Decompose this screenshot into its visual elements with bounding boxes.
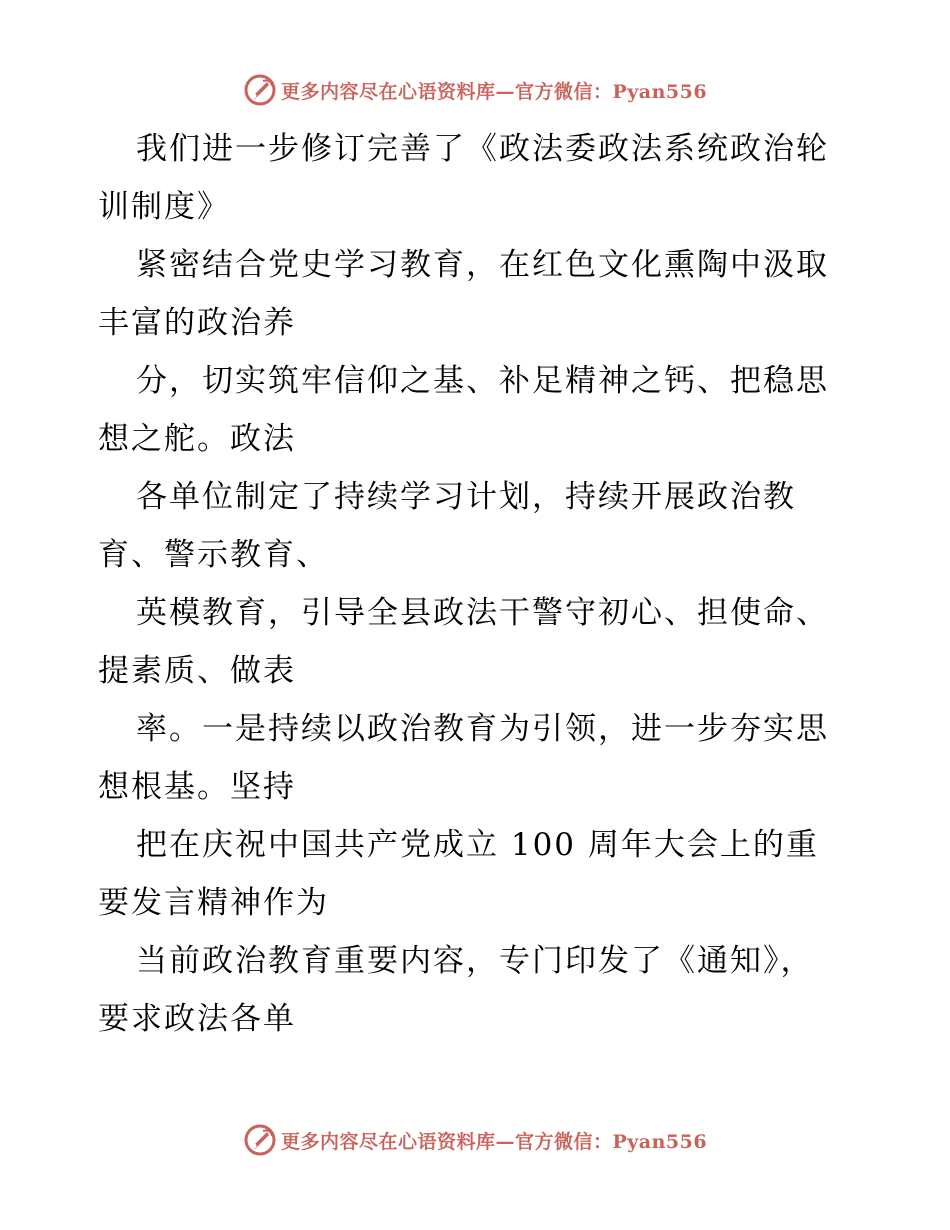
document-body xyxy=(98,120,858,1048)
paragraph-line: 育、警示教育、 xyxy=(98,537,329,573)
paragraph-line: 率。一是持续以政治教育为引领，进一步夯实思 xyxy=(136,711,829,747)
paragraph-line: 想之舵。政法 xyxy=(98,421,296,457)
paragraph-line: 丰富的政治养 xyxy=(98,305,296,341)
quill-logo-icon xyxy=(243,73,277,107)
footer-banner xyxy=(0,1120,950,1160)
paragraph-line: 训制度》 xyxy=(98,189,230,225)
footer-banner-text: 更多内容尽在心语资料库—官方微信：Pyan556 xyxy=(280,1130,708,1153)
paragraph-line: 要发言精神作为 xyxy=(98,885,329,921)
header-banner xyxy=(0,70,950,110)
paragraph-line: 把在庆祝中国共产党成立 100 周年大会上的重 xyxy=(136,827,819,863)
paragraph-line: 紧密结合党史学习教育，在红色文化熏陶中汲取 xyxy=(136,247,829,283)
paragraph-line: 分，切实筑牢信仰之基、补足精神之钙、把稳思 xyxy=(136,363,829,399)
quill-logo-icon xyxy=(243,1123,277,1157)
header-banner-text: 更多内容尽在心语资料库—官方微信：Pyan556 xyxy=(280,80,708,103)
paragraph-line: 英模教育，引导全县政法干警守初心、担使命、 xyxy=(136,595,829,631)
paragraph-line: 想根基。坚持 xyxy=(98,769,296,805)
paragraph-line: 当前政治教育重要内容，专门印发了《通知》， xyxy=(136,943,814,979)
paragraph-line: 各单位制定了持续学习计划，持续开展政治教 xyxy=(136,479,796,515)
paragraph-line: 提素质、做表 xyxy=(98,653,296,689)
paragraph-line: 我们进一步修订完善了《政法委政法系统政治轮 xyxy=(136,131,829,167)
paragraph-line: 要求政法各单 xyxy=(98,1001,296,1037)
